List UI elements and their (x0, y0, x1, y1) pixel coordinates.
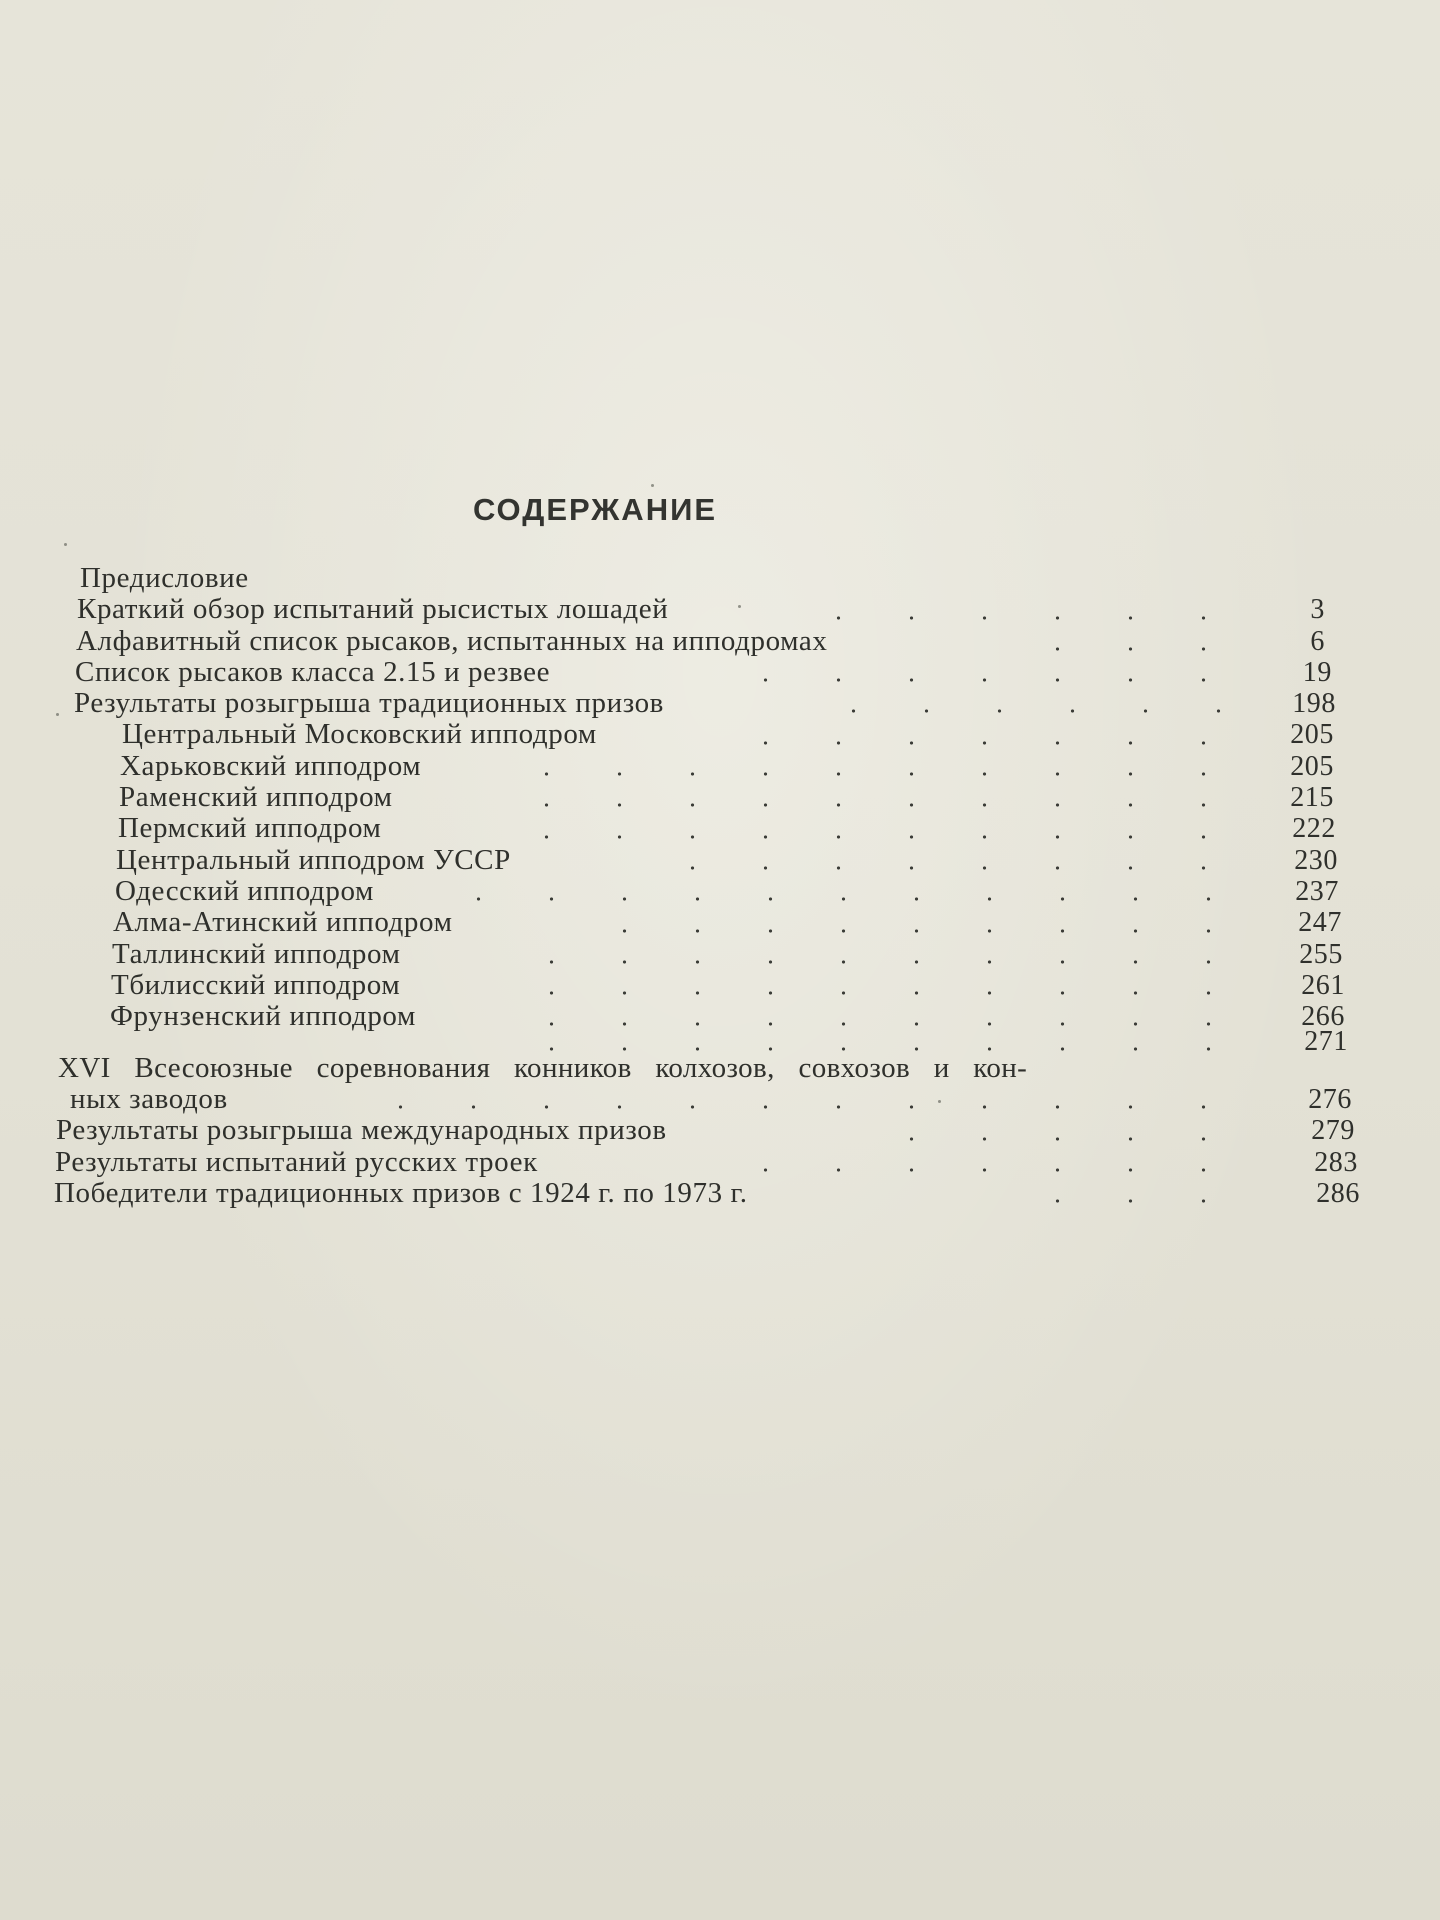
toc-entry-page: 222 (1292, 813, 1336, 845)
toc-entry-page: 19 (1302, 656, 1332, 688)
paper-speck (651, 484, 654, 487)
toc-entry-title: Харьковский ипподром (120, 749, 422, 782)
toc-entry[interactable] (0, 813, 1440, 844)
page-title: СОДЕРЖАНИЕ (472, 492, 718, 527)
toc-entry-page: 271 (1304, 1026, 1348, 1058)
toc-entry-title: Результаты розыгрыша традиционных призов (74, 687, 664, 720)
dot-leader (520, 772, 1240, 776)
toc-entry-title: Центральный ипподром УССР (116, 843, 511, 876)
dot-leader (820, 616, 1240, 620)
dot-leader (520, 960, 1245, 964)
toc-entry-page: 279 (1311, 1115, 1355, 1147)
toc-entry-page: 255 (1299, 938, 1343, 970)
toc-entry[interactable] (0, 876, 1440, 907)
toc-entry-page: 266 (1301, 1001, 1345, 1033)
paper-speck (56, 713, 59, 716)
toc-entry-title: Список рысаков класса 2.15 и резвее (75, 655, 551, 688)
dot-leader (380, 1105, 1240, 1109)
dot-leader (800, 709, 1255, 713)
dot-leader (1010, 647, 1240, 651)
dot-leader (740, 741, 1240, 745)
toc-entry-title: Предисловие (80, 562, 249, 594)
toc-entry-title: Раменский ипподром (119, 781, 393, 814)
toc-entry-title: Алма-Атинский ипподром (113, 906, 453, 939)
paper-speck (64, 543, 67, 546)
dot-leader (740, 1168, 1240, 1172)
dot-leader (1020, 1199, 1240, 1203)
dot-leader (720, 678, 1240, 682)
toc-entry-title: Центральный Московский ипподром (122, 718, 597, 751)
toc-entry[interactable] (0, 1178, 1440, 1209)
toc-entry-title: Одесский ипподром (115, 874, 375, 907)
toc-entry[interactable] (0, 1026, 1440, 1058)
dot-leader (580, 929, 1245, 933)
toc-entry-page: 3 (1310, 594, 1325, 626)
toc-entry[interactable] (0, 939, 1440, 970)
dot-leader (520, 803, 1240, 807)
table-of-contents (0, 563, 1440, 1209)
dot-leader (520, 1022, 1245, 1026)
toc-entry[interactable] (0, 845, 1440, 876)
toc-entry-page: 286 (1316, 1178, 1360, 1210)
toc-entry-page: 276 (1308, 1084, 1352, 1116)
dot-leader (520, 991, 1245, 995)
toc-entry-page: 6 (1310, 625, 1325, 657)
toc-entry[interactable] (0, 1147, 1440, 1178)
toc-entry-title-line1: XVI Всесоюзные соревнования конников колхозов, совхозов и кон- (58, 1052, 1028, 1085)
dot-leader (450, 897, 1245, 901)
toc-entry[interactable] (0, 751, 1440, 782)
toc-entry[interactable] (0, 907, 1440, 938)
toc-entry-title-line2: ных заводов (70, 1083, 228, 1116)
toc-entry[interactable] (0, 688, 1440, 719)
toc-entry[interactable] (0, 1115, 1440, 1146)
toc-entry-title: Результаты испытаний русских троек (55, 1145, 538, 1178)
toc-entry-title: Победители традиционных призов с 1924 г. по 1973 г. (54, 1177, 748, 1210)
toc-entry[interactable] (0, 719, 1440, 750)
dot-leader (880, 1137, 1240, 1141)
toc-entry-title: Пермский ипподром (118, 812, 382, 845)
toc-entry-title: Тбилисский ипподром (111, 968, 401, 1001)
toc-entry[interactable] (0, 657, 1440, 688)
dot-leader (520, 1047, 1245, 1051)
toc-entry[interactable] (0, 782, 1440, 813)
toc-entry-page: 237 (1295, 875, 1339, 907)
toc-entry[interactable] (0, 563, 1440, 594)
toc-entry[interactable] (0, 626, 1440, 657)
toc-entry[interactable] (0, 1001, 1440, 1032)
toc-entry-page: 283 (1314, 1146, 1358, 1178)
toc-entry-page: 261 (1301, 969, 1345, 1001)
toc-entry-page: 198 (1292, 688, 1336, 720)
toc-entry-page: 205 (1290, 750, 1334, 782)
toc-entry-title: Краткий обзор испытаний рысистых лошадей (77, 593, 669, 626)
paper-speck (738, 605, 741, 608)
toc-entry-title: Алфавитный список рысаков, испытанных на ипподромах (76, 624, 828, 657)
dot-leader (660, 866, 1240, 870)
toc-entry[interactable] (0, 970, 1440, 1001)
toc-entry-title: Таллинский ипподром (112, 937, 401, 970)
toc-entry-page: 205 (1290, 719, 1334, 751)
toc-entry-page: 215 (1290, 782, 1334, 814)
toc-entry-page: 230 (1294, 844, 1338, 876)
toc-entry-title: Результаты розыгрыша международных призов (56, 1114, 667, 1147)
toc-entry[interactable] (0, 1053, 1440, 1115)
dot-leader (520, 835, 1240, 839)
toc-entry-page: 247 (1298, 907, 1342, 939)
toc-entry-title: Фрунзенский ипподром (110, 1000, 416, 1033)
paper-speck (938, 1100, 941, 1103)
toc-entry[interactable] (0, 594, 1440, 625)
